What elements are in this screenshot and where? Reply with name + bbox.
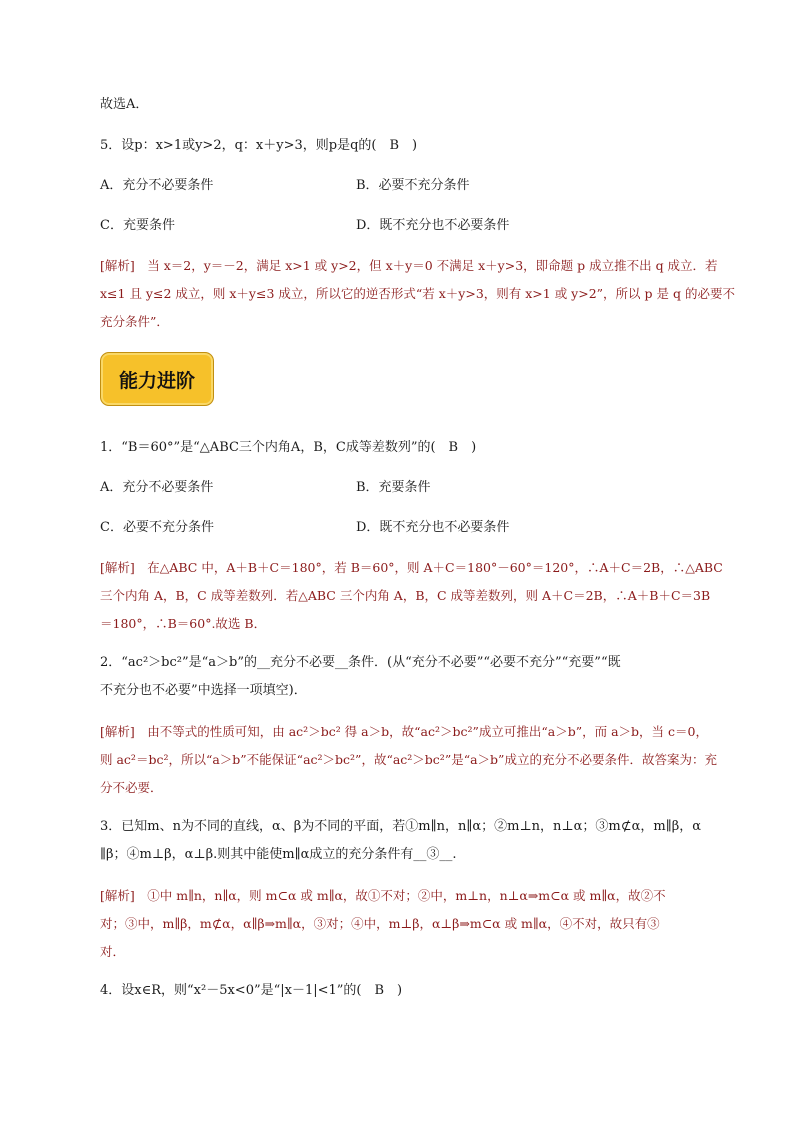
section-title: 能力进阶 xyxy=(118,369,195,392)
p1-option-d: D．既不充分也不必要条件 xyxy=(356,520,510,535)
p2-analysis-line-2: 则 ac²＝bc²，所以“a＞b”不能保证“ac²＞bc²”，故“ac²＞bc²”是“a＞b”成立的充分不必要条件．故答案为：充 xyxy=(100,752,717,767)
p2-stem-part-a: 2．“ac²＞bc²”是“a＞b”的 xyxy=(100,655,257,670)
q5-analysis-line-3: 充分条件”． xyxy=(100,314,169,329)
p2-analysis-line-1: [解析] 由不等式的性质可知，由 ac²＞bc² 得 a＞b，故“ac²＞bc²”成立可推出“a＞b”，而 a＞b，当 c＝0， xyxy=(100,724,708,739)
problem-2-stem-line-2: 不充分也不必要”中选择一项填空)． xyxy=(100,683,307,698)
problem-3-stem-line-2 xyxy=(100,845,457,865)
p3-stem-part-c: . xyxy=(452,847,457,862)
p3-stem-part-b: ∥β；④m⊥β，α⊥β.则其中能使m∥α成立的充分条件有 xyxy=(100,847,414,862)
p3-analysis-line-3: 对． xyxy=(100,944,126,959)
p1-analysis-line-2: 三个内角 A，B，C 成等差数列．若△ABC 三个内角 A，B，C 成等差数列，则 A＋C＝2B，∴A＋B＋C＝3B xyxy=(100,588,711,603)
prev-answer: 故选A． xyxy=(100,97,149,112)
q5-option-c: C．充要条件 xyxy=(100,218,175,233)
p2-answer-blank: __充分不必要__ xyxy=(256,655,348,670)
problem-4-stem: 4．设x∈R，则“x²－5x<0”是“|x－1|<1”的( B ) xyxy=(100,983,403,998)
p3-answer-blank: __③__ xyxy=(413,847,453,862)
problem-2-stem-line-1 xyxy=(100,653,621,673)
q5-option-b: B．必要不充分条件 xyxy=(356,178,470,193)
question-5-stem: 5．设p：x>1或y>2，q：x＋y>3，则p是q的( B ) xyxy=(100,138,418,153)
p1-option-a: A．充分不必要条件 xyxy=(100,480,214,495)
p1-analysis-line-1: [解析] 在△ABC 中，A＋B＋C＝180°，若 B＝60°，则 A＋C＝180°－60°＝120°，∴A＋C＝2B，∴△ABC xyxy=(100,560,723,575)
section-badge xyxy=(100,352,214,406)
p3-analysis-line-2: 对；③中，m∥β，m⊄α，α∥β⇒m∥α，③对；④中，m⊥β，α⊥β⇒m⊂α 或 m∥α，④不对，故只有③ xyxy=(100,916,660,931)
q5-analysis-line-2: x≤1 且 y≤2 成立，则 x＋y≤3 成立，所以它的逆否形式“若 x＋y>3，则有 x>1 或 y>2”，所以 p 是 q 的必要不 xyxy=(100,286,735,301)
p1-option-c: C．必要不充分条件 xyxy=(100,520,214,535)
p1-option-b: B．充要条件 xyxy=(356,480,431,495)
problem-3-stem-line-1: 3．已知m、n为不同的直线，α、β为不同的平面，若①m∥n，n∥α；②m⊥n，n⊥α；③m⊄α，m∥β，α xyxy=(100,819,702,834)
p3-analysis-line-1: [解析] ①中 m∥n，n∥α，则 m⊂α 或 m∥α，故①不对；②中，m⊥n，n⊥α⇒m⊂α 或 m∥α，故②不 xyxy=(100,888,666,903)
q5-option-d: D．既不充分也不必要条件 xyxy=(356,218,510,233)
q5-analysis-line-1: [解析] 当 x＝2，y＝－2，满足 x>1 或 y>2，但 x＋y＝0 不满足 x＋y>3，即命题 p 成立推不出 q 成立．若 xyxy=(100,258,718,273)
q5-option-a: A．充分不必要条件 xyxy=(100,178,214,193)
p2-stem-part-b: 条件．(从“充分不必要”“必要不充分”“充要”“既 xyxy=(348,655,621,670)
p1-analysis-line-3: ＝180°，∴B＝60°.故选 B． xyxy=(100,616,267,631)
problem-1-stem: 1．“B＝60°”是“△ABC三个内角A，B，C成等差数列”的( B ) xyxy=(100,440,477,455)
p2-analysis-line-3: 分不必要． xyxy=(100,780,163,795)
